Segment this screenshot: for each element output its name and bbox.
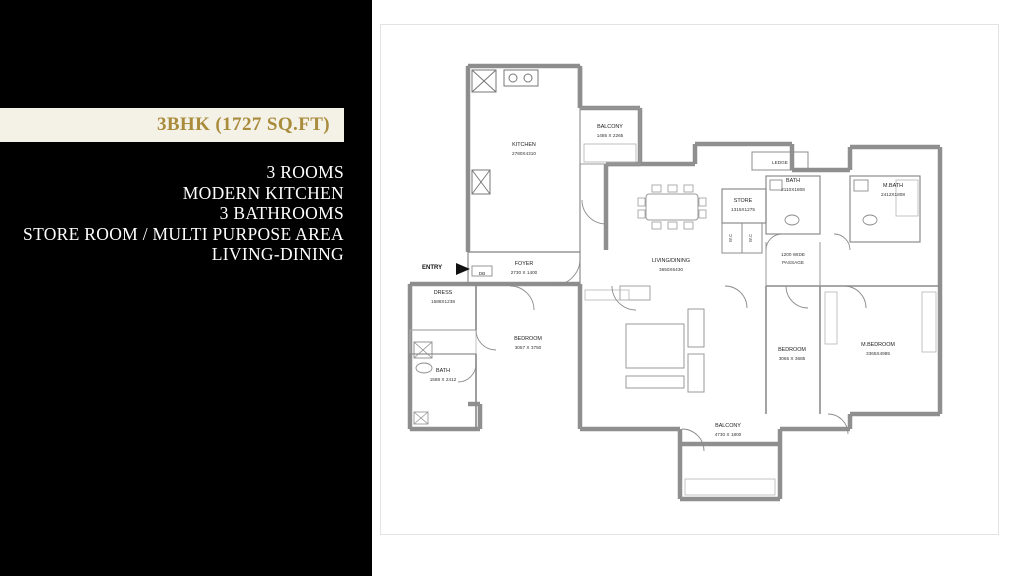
room-dims-balcony-bottom: 4730 X 1800 xyxy=(714,432,742,437)
passage-label-line1: 1200 WIDE xyxy=(781,252,805,257)
floorplan-canvas xyxy=(380,24,1000,536)
door-swing-group xyxy=(458,200,866,451)
room-name-bedroom-1: BEDROOM xyxy=(514,336,542,342)
page-title: 3BHK (1727 SQ.FT) xyxy=(156,114,330,135)
db-label: DB xyxy=(478,271,486,276)
room-dims-store: 1315X1275 xyxy=(731,207,755,212)
feature-list xyxy=(0,162,344,265)
floorplan-drawing xyxy=(380,24,1000,536)
room-name-foyer: FOYER xyxy=(514,261,534,267)
room-dims-living-dining: 3650X6430 xyxy=(659,267,683,272)
left-info-panel xyxy=(0,0,372,576)
room-name-mbedroom: M.BEDROOM xyxy=(861,342,895,348)
room-dims-bedroom-2: 3065 X 3685 xyxy=(778,356,806,361)
ledge-label: LEDGE xyxy=(772,160,788,165)
room-dims-balcony-top: 1485 X 2265 xyxy=(596,133,624,138)
room-name-bath-mid: BATH xyxy=(786,178,800,184)
room-name-bedroom-2: BEDROOM xyxy=(778,347,806,353)
room-dims-kitchen: 2780X4310 xyxy=(512,151,536,156)
wc-label-2: W.C xyxy=(748,233,753,243)
room-dims-mbedroom: 3365X4985 xyxy=(866,351,890,356)
passage-label-line2: PASSAGE xyxy=(781,260,805,265)
feature-item: 3 ROOMS xyxy=(266,162,344,182)
room-name-balcony-top: BALCONY xyxy=(597,124,623,130)
room-name-living-dining: LIVING/DINING xyxy=(651,258,691,264)
feature-item: MODERN KITCHEN xyxy=(182,182,344,203)
room-name-bath-left: BATH xyxy=(436,368,450,374)
wc-label-1: W.C xyxy=(728,233,733,243)
feature-item: STORE ROOM / MULTI PURPOSE AREA xyxy=(23,223,344,244)
room-dims-bath-mid: 2110X1808 xyxy=(781,187,805,192)
room-dims-mbath: 2412X1808 xyxy=(881,192,905,197)
room-name-store: STORE xyxy=(733,198,753,204)
feature-item: LIVING-DINING xyxy=(211,244,344,264)
room-name-kitchen: KITCHEN xyxy=(512,142,536,148)
room-name-mbath: M.BATH xyxy=(883,183,903,189)
room-name-dress: DRESS xyxy=(433,290,453,296)
room-dims-dress: 1588X1238 xyxy=(431,299,455,304)
feature-item: 3 BATHROOMS xyxy=(219,203,344,223)
room-name-balcony-bottom: BALCONY xyxy=(715,423,741,429)
room-dims-bath-left: 1588 X 2412 xyxy=(429,377,457,382)
room-dims-foyer: 2730 X 1400 xyxy=(510,270,538,275)
room-dims-bedroom-1: 3057 X 3750 xyxy=(514,345,542,350)
entry-label: ENTRY xyxy=(422,265,443,271)
wall-group xyxy=(410,66,940,499)
